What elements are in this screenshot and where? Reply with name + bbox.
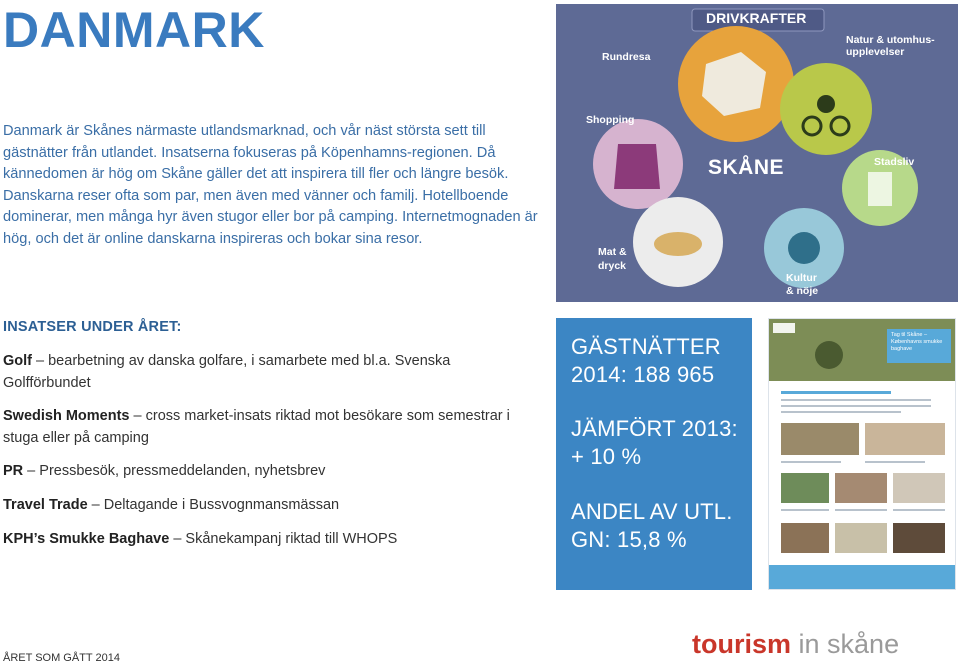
drivers-title: DRIVKRAFTER bbox=[706, 10, 807, 26]
driver-kultur-line1: Kultur bbox=[786, 272, 817, 284]
footer-text: ÅRET SOM GÅTT 2014 bbox=[3, 652, 120, 664]
stats-share-value: GN: 15,8 % bbox=[571, 527, 687, 552]
insats-item-title: PR bbox=[3, 463, 24, 479]
newsletter-photo bbox=[781, 423, 859, 455]
insats-item-title: Travel Trade bbox=[3, 497, 88, 513]
insats-item bbox=[3, 495, 518, 517]
stats-share-label: ANDEL AV UTL. bbox=[571, 499, 733, 524]
insats-item-title: Golf bbox=[3, 353, 32, 369]
intro-paragraph: Danmark är Skånes närmaste utlandsmarknad, och vår näst största sett till gästnätter från utlandet. Insatserna fokuseras på Köpenhamns-regionen. Då kännedomen är hög om Skåne gäller det att inspirera till fler och längre besök. Danskarna reser ofta som par, men även med vänner och familj. Hotellboende dominerar, men många hyr även stugor eller bor på camping. Internetmognaden är hög, och det är online danskarna inspireras och bokar sina resor. bbox=[3, 123, 538, 247]
insats-item-text: – bearbetning av danska golfare, i samarbete med bl.a. Svenska Golfförbundet bbox=[3, 353, 451, 391]
insats-item bbox=[3, 351, 518, 394]
city-icon bbox=[868, 172, 892, 206]
newsletter-photo bbox=[835, 523, 887, 553]
newsletter-photo bbox=[835, 473, 887, 503]
insats-item-text: – Deltagande i Bussvognmansmässan bbox=[87, 497, 340, 513]
insats-item-text: – Pressbesök, pressmeddelanden, nyhetsbrev bbox=[23, 463, 326, 479]
drivers-center-label: SKÅNE bbox=[708, 156, 785, 179]
driver-mat-line1: Mat & bbox=[598, 246, 627, 258]
newsletter-photo bbox=[781, 473, 829, 503]
newsletter-photo bbox=[865, 423, 945, 455]
newsletter-thumbnail bbox=[768, 318, 956, 590]
newsletter-badge-text: Tag til Skåne – Københavns smukke baghave bbox=[891, 332, 943, 352]
insats-item-text: – cross market-insats riktad mot besökare som semestrar i stuga eller på camping bbox=[3, 408, 510, 446]
stats-box bbox=[556, 318, 752, 590]
culture-icon bbox=[788, 232, 820, 264]
newsletter-photo bbox=[781, 523, 829, 553]
newsletter-logo bbox=[773, 323, 795, 333]
insats-item bbox=[3, 529, 518, 551]
insats-item-text: – Skånekampanj riktad till WHOPS bbox=[169, 531, 398, 547]
newsletter-image bbox=[769, 319, 956, 590]
driver-shopping: Shopping bbox=[586, 114, 635, 126]
driver-natur-line2: upplevelser bbox=[846, 46, 905, 58]
logo-part-in-skane: in skåne bbox=[791, 629, 900, 659]
driver-stadsliv: Stadsliv bbox=[874, 156, 915, 168]
stats-guest-nights-value: 2014: 188 965 bbox=[571, 362, 715, 387]
stats-compare-value: + 10 % bbox=[571, 444, 642, 469]
newsletter-footer bbox=[769, 565, 956, 590]
insats-item bbox=[3, 461, 518, 483]
tourism-in-skane-logo bbox=[692, 627, 899, 661]
page-title: DANMARK bbox=[3, 2, 265, 58]
driver-kultur-line2: & nöje bbox=[786, 285, 819, 297]
newsletter-photo bbox=[893, 473, 945, 503]
driver-rundresa: Rundresa bbox=[602, 51, 651, 63]
insats-item-title: Swedish Moments bbox=[3, 408, 130, 424]
insats-item bbox=[3, 406, 518, 449]
shopping-bag-icon bbox=[614, 144, 660, 189]
driver-mat-line2: dryck bbox=[598, 260, 627, 272]
section-heading: INSATSER UNDER ÅRET: bbox=[3, 319, 182, 335]
insats-item-title: KPH’s Smukke Baghave bbox=[3, 531, 170, 547]
driver-natur-line1: Natur & utomhus- bbox=[846, 34, 935, 46]
drivers-infographic bbox=[556, 4, 958, 302]
food-icon bbox=[654, 232, 702, 256]
stats-guest-nights-label: GÄSTNÄTTER bbox=[571, 334, 721, 359]
stats-compare-label: JÄMFÖRT 2013: bbox=[571, 416, 738, 441]
logo-part-tourism: tourism bbox=[692, 629, 792, 659]
newsletter-photo bbox=[893, 523, 945, 553]
cyclist-icon bbox=[817, 95, 835, 113]
